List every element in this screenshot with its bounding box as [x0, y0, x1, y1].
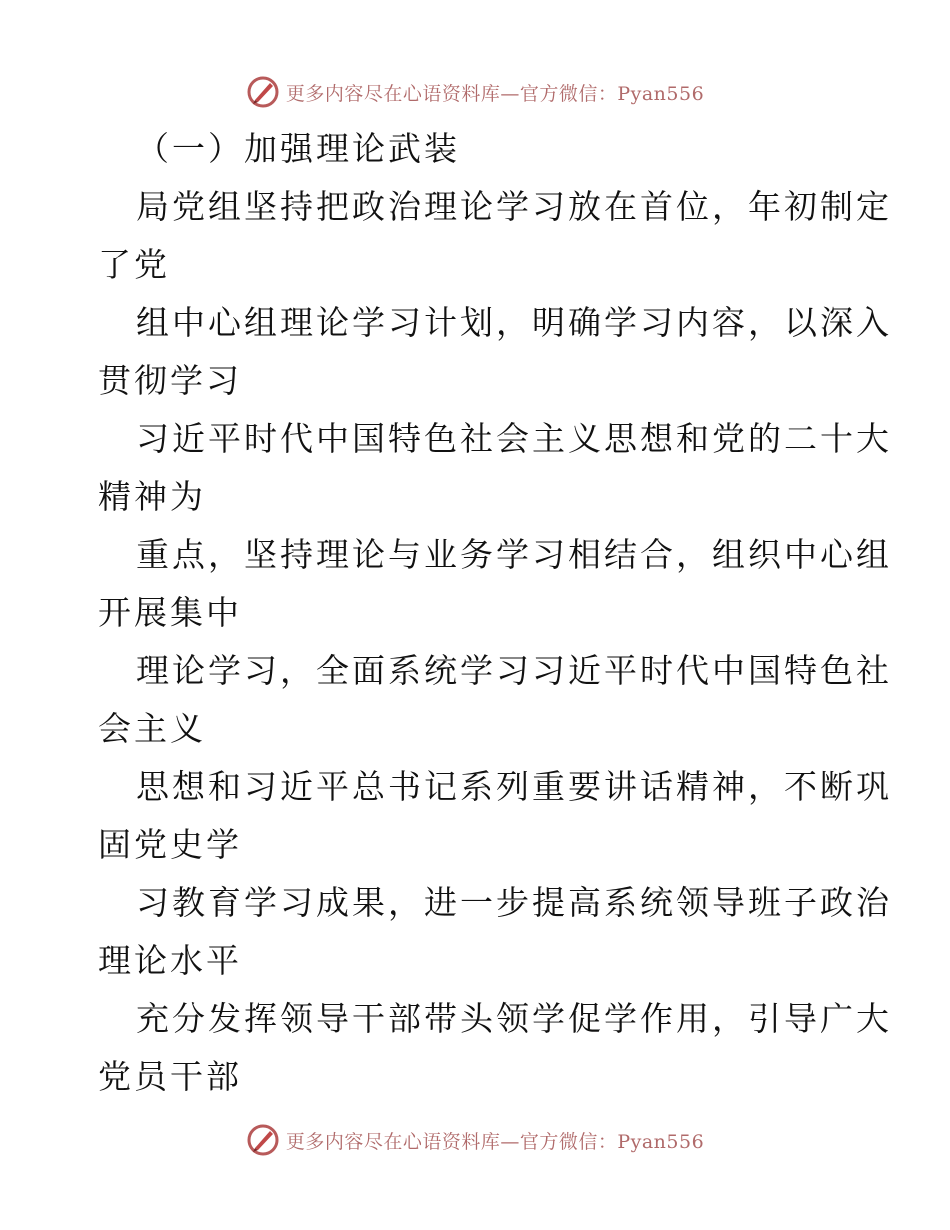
text-line: 会主义	[98, 709, 206, 748]
text-line: 开展集中	[98, 593, 242, 632]
header-banner	[0, 72, 950, 112]
document-body	[98, 120, 892, 1106]
footer-banner-text: 更多内容尽在心语资料库—官方微信：Pyan556	[285, 1130, 705, 1153]
quill-pen-logo-icon	[246, 75, 280, 109]
text-line: 习近平时代中国特色社会主义思想和党的二十大	[136, 419, 892, 458]
text-line: 了党	[98, 245, 170, 284]
text-line: 理论水平	[98, 941, 242, 980]
header-banner-text: 更多内容尽在心语资料库—官方微信：Pyan556	[285, 82, 705, 105]
text-line: 精神为	[98, 477, 206, 516]
text-line: 思想和习近平总书记系列重要讲话精神，不断巩	[136, 767, 892, 806]
text-line: 党员干部	[98, 1057, 242, 1096]
text-line: 习教育学习成果，进一步提高系统领导班子政治	[136, 883, 892, 922]
text-line: 理论学习，全面系统学习习近平时代中国特色社	[136, 651, 892, 690]
text-line: 重点，坚持理论与业务学习相结合，组织中心组	[136, 535, 892, 574]
text-line: 局党组坚持把政治理论学习放在首位，年初制定	[136, 187, 892, 226]
footer-banner	[0, 1120, 950, 1160]
text-line: 贯彻学习	[98, 361, 242, 400]
text-line: 组中心组理论学习计划，明确学习内容，以深入	[136, 303, 892, 342]
text-line: 固党史学	[98, 825, 242, 864]
text-line: 充分发挥领导干部带头领学促学作用，引导广大	[136, 999, 892, 1038]
section-heading: （一）加强理论武装	[136, 129, 460, 168]
quill-pen-logo-icon	[246, 1123, 280, 1157]
